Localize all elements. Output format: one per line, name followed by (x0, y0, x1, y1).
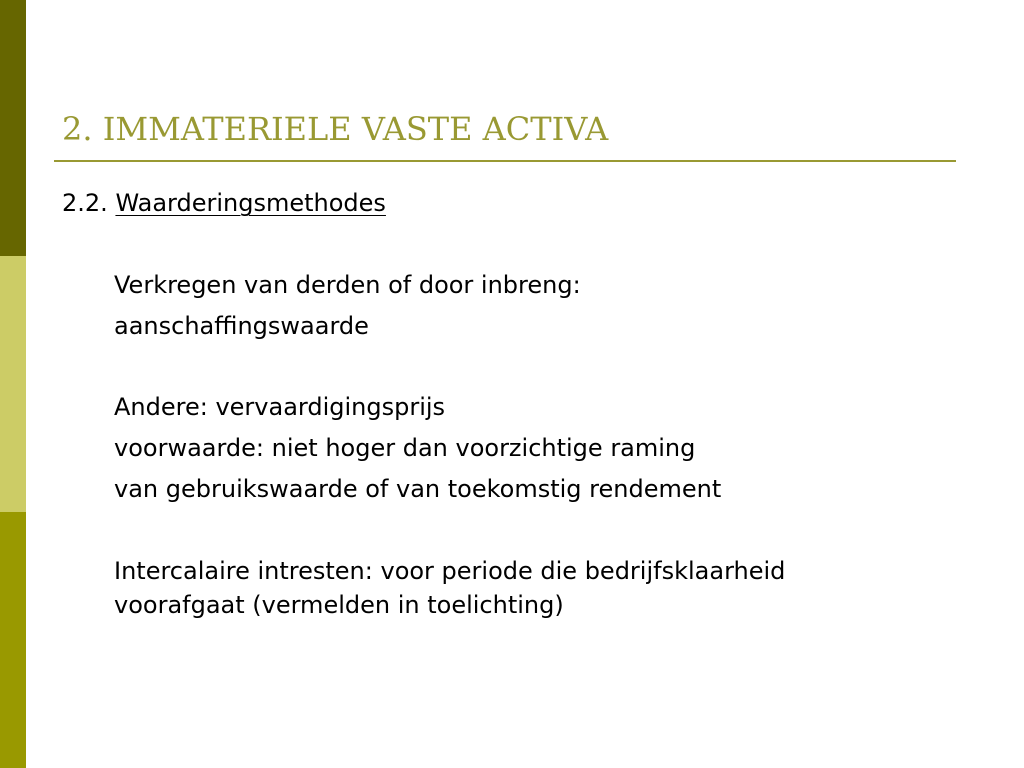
side-band-middle (0, 256, 26, 512)
side-band-top (0, 0, 26, 256)
body-line: Intercalaire intresten: voor periode die bedrijfsklaarheid (114, 557, 786, 585)
body-line: van gebruikswaarde of van toekomstig rendement (114, 475, 722, 503)
body-line: Verkregen van derden of door inbreng: (114, 271, 581, 299)
title-divider (54, 160, 956, 162)
body-line: voorafgaat (vermelden in toelichting) (114, 591, 564, 619)
section-title: Waarderingsmethodes (115, 189, 386, 217)
section-number: 2.2. (62, 189, 108, 217)
body-line: aanschaffingswaarde (114, 312, 369, 340)
body-line: Andere: vervaardigingsprijs (114, 393, 446, 421)
slide-title: 2. IMMATERIELE VASTE ACTIVA (62, 110, 609, 148)
body-line: voorwaarde: niet hoger dan voorzichtige raming (114, 434, 696, 462)
section-heading (62, 186, 386, 220)
side-band-bottom (0, 512, 26, 768)
